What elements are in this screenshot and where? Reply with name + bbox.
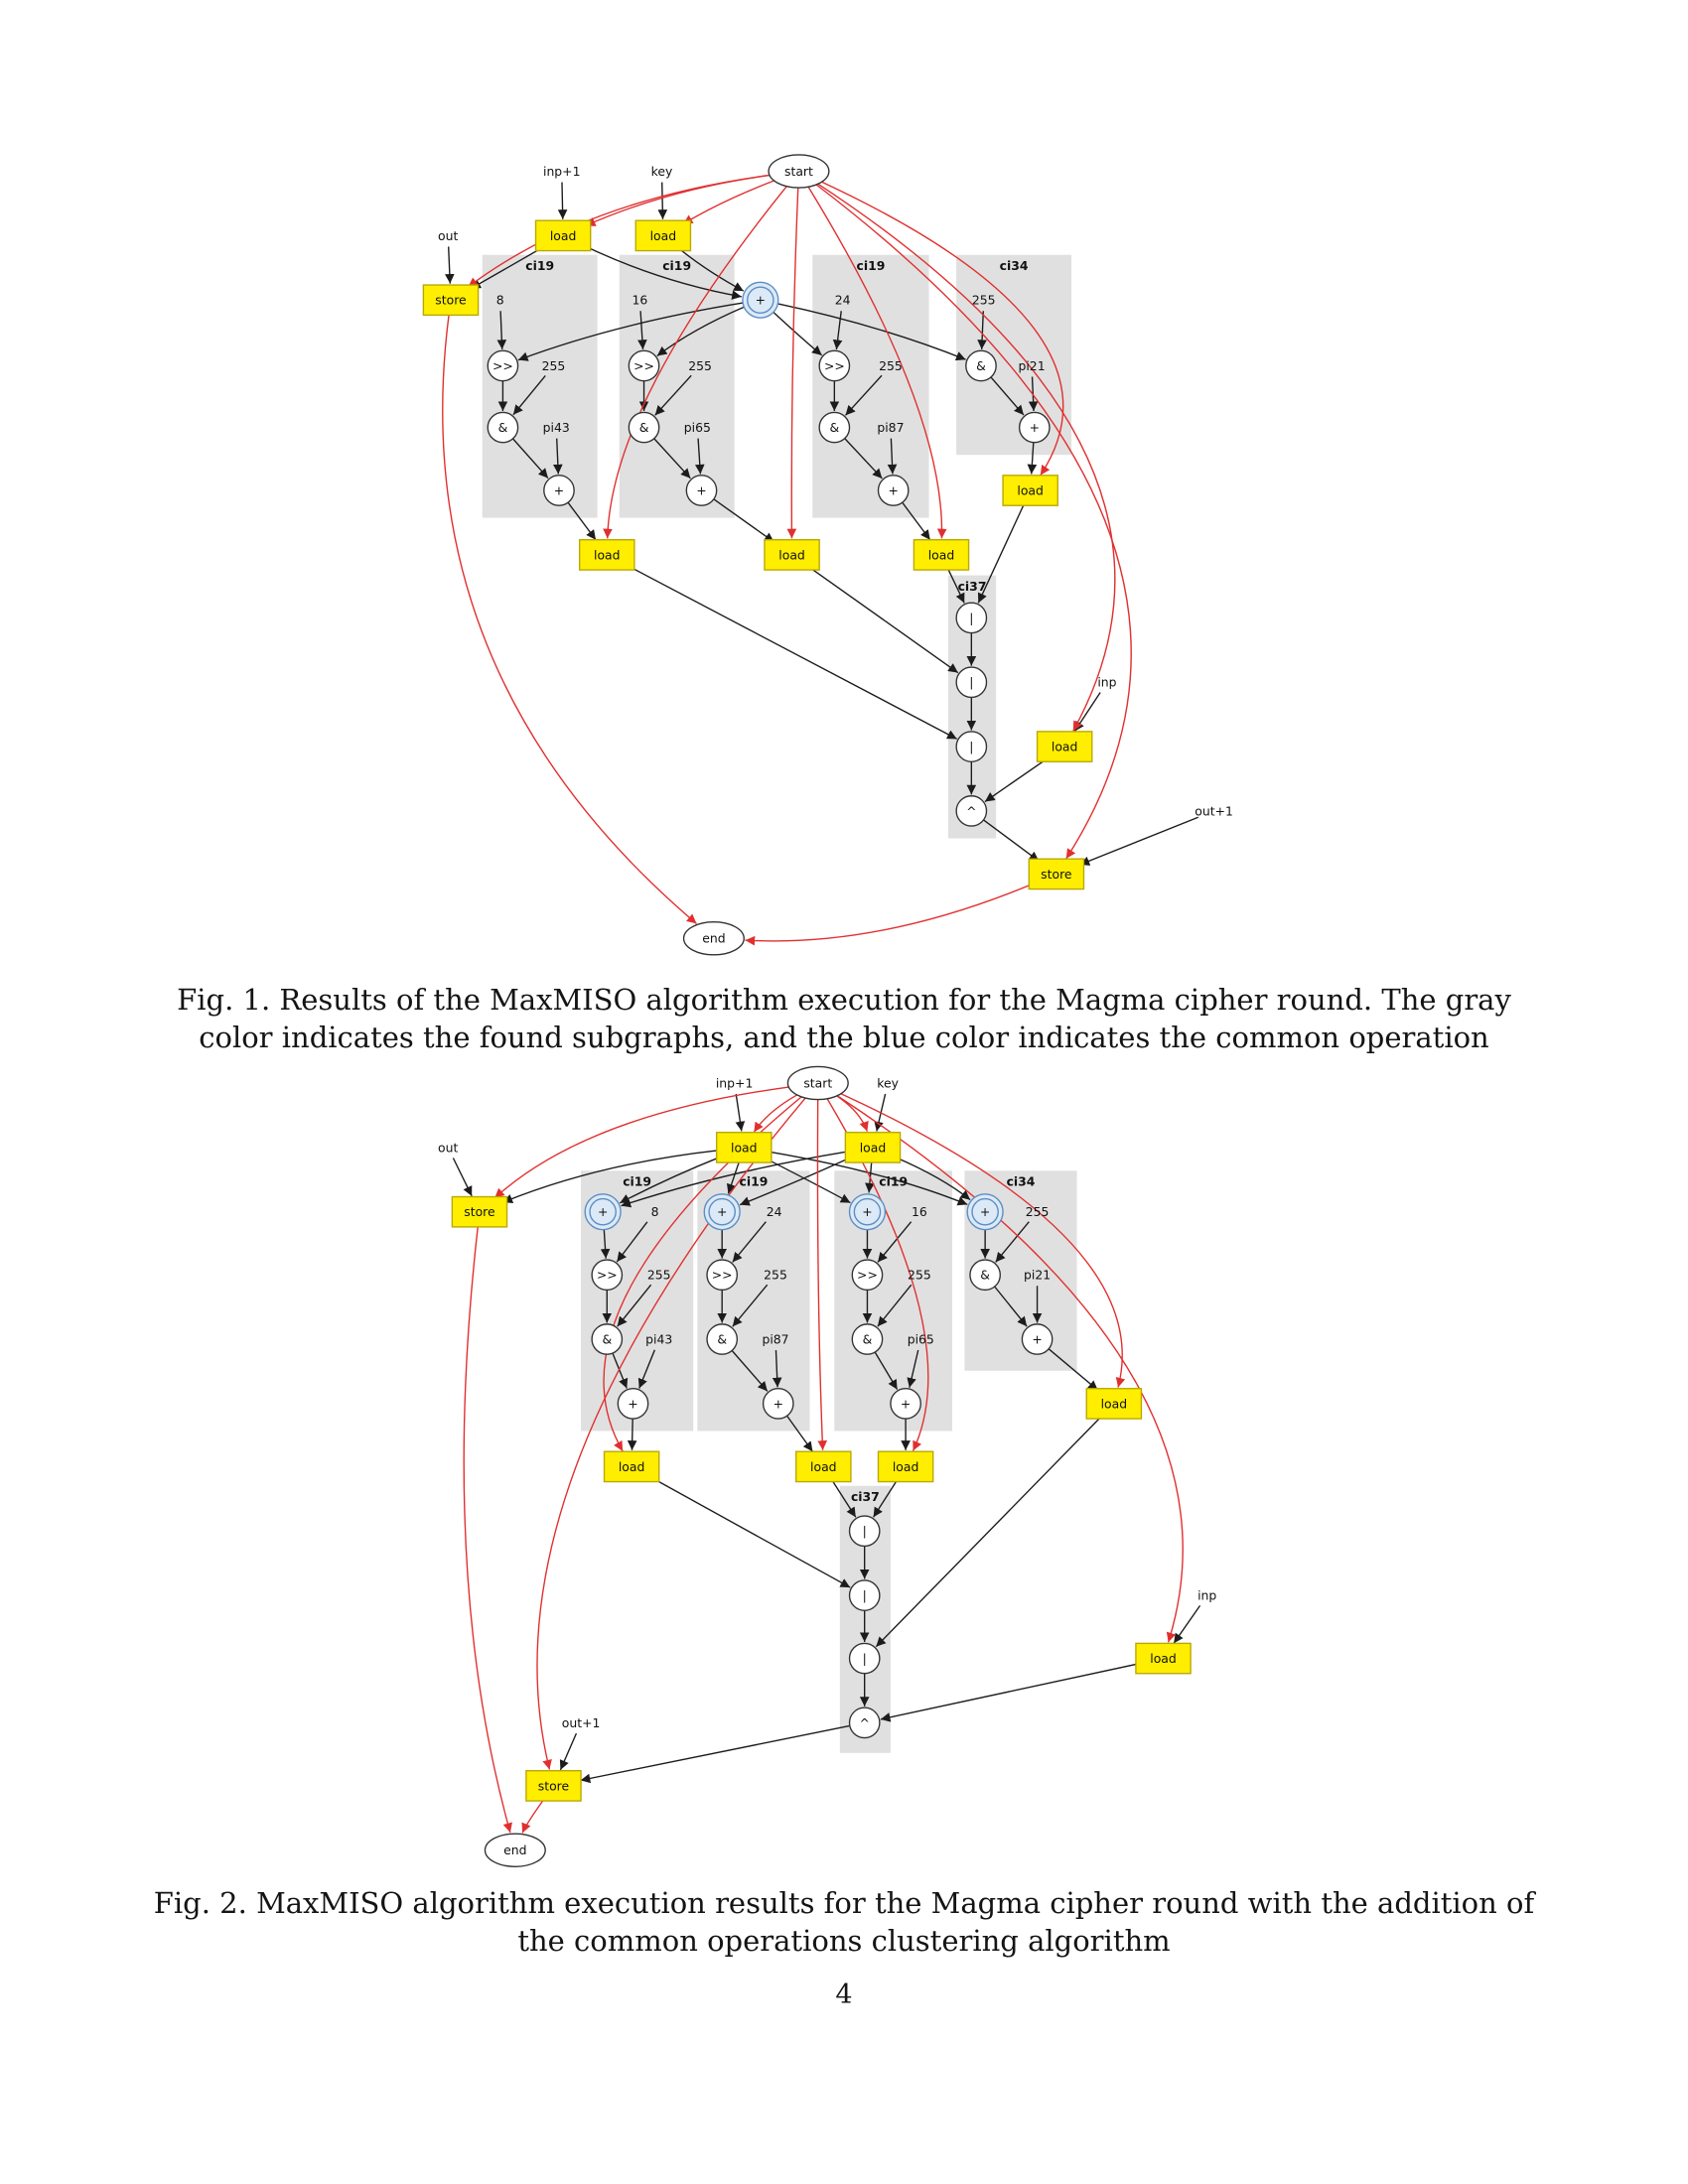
node-and1: [592, 1324, 622, 1354]
node-label: 8: [650, 1204, 659, 1220]
fig2-diagram: [0, 1054, 1688, 1876]
data-flow-edge: [978, 505, 1024, 604]
node-store-out1: [526, 1771, 581, 1801]
node-label: key: [650, 163, 673, 179]
data-flow-edge: [808, 567, 957, 673]
subgraph-label: ci37: [957, 578, 987, 594]
node-label: store: [1041, 866, 1072, 882]
node-label: load: [549, 227, 577, 243]
node-end: [485, 1834, 545, 1866]
control-flow-edge: [791, 188, 798, 538]
node-label: 255: [646, 1267, 671, 1283]
node-add4: [1020, 412, 1050, 442]
node-label: &: [717, 1331, 728, 1347]
node-or3: [850, 1643, 880, 1673]
data-flow-edge: [662, 183, 663, 219]
node-label: +: [979, 1204, 991, 1220]
node-lbl-out: [438, 228, 458, 243]
node-lbl-pi87: [762, 1331, 788, 1346]
node-lbl-255-2: [688, 358, 712, 373]
node-lbl-8: [651, 1204, 659, 1219]
node-label: +: [755, 292, 767, 308]
node-label: load: [810, 1458, 837, 1474]
data-flow-edge: [449, 246, 451, 283]
node-add4: [1022, 1324, 1052, 1354]
control-flow-edge: [464, 1227, 510, 1833]
node-label: pi87: [877, 419, 905, 435]
node-store-out: [452, 1197, 506, 1227]
node-label: store: [435, 292, 467, 308]
node-label: load: [859, 1140, 887, 1156]
node-lbl-pi87: [877, 420, 904, 435]
node-label: pi21: [1024, 1267, 1052, 1283]
node-lbl-out: [438, 1140, 458, 1155]
node-lbl-key: [651, 164, 673, 179]
node-lbl-pi65: [684, 420, 711, 435]
node-or1: [850, 1516, 880, 1546]
node-lbl-pi21: [1024, 1268, 1051, 1283]
node-lbl-255-4: [1026, 1204, 1050, 1219]
subgraph-box: [812, 255, 928, 518]
data-flow-edge: [560, 1733, 576, 1770]
node-xor: [850, 1707, 880, 1737]
subgraph-label: ci19: [662, 257, 692, 273]
node-add1: [544, 476, 574, 505]
data-flow-edge: [627, 565, 956, 739]
node-label: &: [638, 419, 649, 435]
node-label: out+1: [561, 1714, 601, 1730]
control-flow-edge: [745, 884, 1034, 941]
node-label: load: [1100, 1396, 1128, 1412]
node-or1: [956, 603, 986, 632]
node-label: 255: [541, 357, 566, 373]
node-lbl-255-1: [542, 358, 566, 373]
data-flow-edge: [453, 1159, 472, 1196]
node-lbl-out1: [1195, 803, 1233, 818]
subgraph-label: ci19: [623, 1173, 652, 1189]
data-flow-edge: [562, 183, 563, 219]
node-label: +: [628, 1396, 638, 1412]
node-label: &: [976, 357, 986, 373]
node-store-out1: [1029, 859, 1083, 888]
node-common: [743, 282, 778, 318]
node-lbl-24: [767, 1204, 782, 1219]
node-label: end: [702, 930, 726, 946]
node-label: >>: [633, 357, 654, 373]
node-label: 255: [908, 1267, 931, 1283]
node-label: inp: [1197, 1587, 1217, 1603]
node-label: ^: [966, 803, 977, 819]
subgraph-label: ci19: [879, 1173, 909, 1189]
node-label: 255: [688, 357, 712, 373]
node-shr3: [852, 1260, 882, 1290]
node-label: start: [784, 163, 813, 179]
node-load-key: [845, 1133, 900, 1162]
node-lbl-255-3: [908, 1268, 931, 1283]
node-label: 24: [766, 1204, 782, 1220]
node-load-pi21: [1003, 476, 1057, 505]
node-xor: [956, 796, 986, 826]
node-label: >>: [492, 357, 513, 373]
node-and2: [707, 1324, 737, 1354]
node-load-key: [635, 220, 690, 250]
node-label: +: [773, 1396, 783, 1412]
node-label: |: [862, 1650, 867, 1666]
data-flow-edge: [1174, 1605, 1199, 1643]
fig1-caption-line2: color indicates the found subgraphs, and the blue color indicates the common operation: [199, 1021, 1489, 1054]
node-lbl-255-1: [647, 1268, 671, 1283]
node-label: >>: [857, 1267, 878, 1283]
node-common2: [704, 1194, 740, 1230]
node-label: 255: [971, 292, 996, 308]
subgraph-label: ci34: [1006, 1173, 1036, 1189]
data-flow-edge: [984, 820, 1040, 861]
node-label: pi21: [1018, 357, 1046, 373]
subgraph-label: ci34: [999, 257, 1029, 273]
subgraph-label: ci19: [856, 257, 886, 273]
node-label: +: [862, 1204, 873, 1220]
node-label: end: [503, 1843, 527, 1858]
node-shr2: [707, 1260, 737, 1290]
node-label: pi43: [645, 1331, 673, 1347]
node-shr1: [592, 1260, 622, 1290]
node-label: pi43: [542, 419, 570, 435]
subgraph-label: ci37: [850, 1488, 880, 1504]
node-label: inp: [1097, 674, 1117, 690]
node-load-pi21: [1086, 1389, 1141, 1419]
node-lbl-255-3: [879, 358, 903, 373]
node-common3: [850, 1194, 886, 1230]
control-flow-edge: [837, 1096, 868, 1132]
node-label: +: [1029, 419, 1041, 435]
node-and2: [629, 412, 658, 442]
node-lbl-out1: [562, 1715, 601, 1730]
node-lbl-16: [633, 293, 648, 308]
node-label: load: [892, 1458, 919, 1474]
node-load-pi87: [914, 540, 968, 570]
node-shr3: [819, 350, 849, 380]
node-lbl-inp1: [716, 1075, 753, 1090]
node-label: ^: [859, 1714, 870, 1730]
node-and1: [488, 412, 517, 442]
node-label: out: [438, 1140, 459, 1156]
node-and4: [970, 1260, 1000, 1290]
node-load-inp1: [717, 1133, 772, 1162]
node-label: 8: [495, 292, 504, 308]
node-label: >>: [711, 1267, 733, 1283]
node-lbl-8: [496, 293, 504, 308]
node-load-pi65: [878, 1451, 932, 1481]
node-label: inp+1: [715, 1075, 754, 1091]
node-add2: [764, 1389, 793, 1419]
node-label: &: [497, 419, 508, 435]
node-common4: [967, 1194, 1003, 1230]
data-flow-edge: [1074, 693, 1100, 732]
node-label: out: [438, 227, 459, 243]
subgraph-label: ci19: [525, 257, 555, 273]
node-label: pi87: [762, 1331, 789, 1347]
node-label: &: [602, 1331, 613, 1347]
node-label: 16: [632, 292, 648, 308]
node-label: 16: [911, 1204, 927, 1220]
node-label: +: [900, 1396, 912, 1412]
node-label: load: [778, 547, 805, 563]
node-lbl-pi21: [1018, 358, 1045, 373]
node-label: &: [980, 1267, 990, 1283]
node-label: 24: [834, 292, 851, 308]
data-flow-edge: [714, 499, 774, 542]
node-label: |: [969, 739, 974, 754]
node-load-pi43: [580, 540, 634, 570]
data-flow-edge: [1079, 817, 1197, 865]
node-label: |: [969, 674, 974, 690]
fig2-caption: [0, 1884, 1688, 1960]
node-label: >>: [596, 1267, 618, 1283]
node-start: [787, 1066, 848, 1099]
node-shr2: [629, 350, 658, 380]
node-load-inp: [1136, 1643, 1191, 1673]
node-label: +: [716, 1204, 728, 1220]
node-label: >>: [823, 357, 845, 373]
node-label: load: [731, 1140, 758, 1156]
control-flow-edge: [586, 176, 770, 226]
data-flow-edge: [881, 1664, 1138, 1719]
node-lbl-key: [877, 1075, 899, 1090]
node-or2: [956, 667, 986, 697]
data-flow-edge: [651, 1477, 851, 1587]
data-flow-edge: [632, 1419, 633, 1450]
data-flow-edge: [736, 1094, 742, 1131]
node-lbl-inp: [1197, 1588, 1216, 1603]
node-store-out: [423, 285, 478, 315]
subgraph-label: ci19: [739, 1173, 769, 1189]
node-end: [684, 922, 745, 955]
node-and4: [966, 350, 996, 380]
node-label: &: [829, 419, 840, 435]
node-label: inp+1: [543, 163, 581, 179]
node-lbl-pi65: [908, 1331, 934, 1346]
node-lbl-24: [835, 293, 851, 308]
node-label: 255: [764, 1267, 787, 1283]
node-label: |: [862, 1523, 867, 1539]
node-label: +: [888, 482, 899, 498]
subgraph-ci19: [812, 255, 928, 518]
node-label: |: [862, 1587, 867, 1603]
node-label: +: [1032, 1331, 1043, 1347]
node-lbl-pi43: [645, 1331, 672, 1346]
node-label: store: [464, 1204, 495, 1220]
node-and3: [852, 1324, 882, 1354]
node-label: store: [537, 1778, 570, 1794]
node-label: load: [618, 1458, 645, 1474]
node-add2: [686, 476, 716, 505]
fig2-caption-line2: the common operations clustering algorithm: [517, 1924, 1171, 1958]
control-flow-edge: [522, 1800, 543, 1833]
fig1-diagram: [0, 0, 1688, 959]
node-load-pi87: [796, 1451, 851, 1481]
control-flow-edge: [754, 1095, 796, 1132]
node-add3: [891, 1389, 920, 1419]
node-label: load: [649, 227, 677, 243]
node-label: &: [862, 1331, 873, 1347]
node-start: [769, 155, 829, 188]
fig1-caption: [0, 981, 1688, 1056]
node-add1: [618, 1389, 647, 1419]
node-label: key: [877, 1075, 900, 1091]
node-label: load: [1150, 1650, 1177, 1666]
node-add3: [878, 476, 908, 505]
node-label: load: [1017, 482, 1044, 498]
node-label: +: [597, 1204, 609, 1220]
node-and3: [819, 412, 849, 442]
node-load-inp: [1038, 732, 1092, 761]
node-label: 255: [879, 357, 903, 373]
node-label: +: [553, 482, 565, 498]
node-label: |: [969, 610, 974, 625]
node-lbl-inp1: [543, 164, 580, 179]
node-label: +: [696, 482, 707, 498]
node-common1: [585, 1194, 621, 1230]
node-label: pi65: [907, 1331, 934, 1347]
node-load-pi65: [765, 540, 819, 570]
node-lbl-16: [912, 1204, 927, 1219]
page-number: 4: [835, 1979, 853, 2010]
node-label: load: [927, 547, 955, 563]
node-load-inp1: [536, 220, 591, 250]
node-label: pi65: [683, 419, 711, 435]
control-flow-edge: [817, 1100, 822, 1450]
node-label: 255: [1025, 1204, 1050, 1220]
node-or2: [850, 1580, 880, 1610]
control-flow-edge: [683, 181, 774, 224]
node-shr1: [488, 350, 517, 380]
node-lbl-pi43: [543, 420, 570, 435]
node-or3: [956, 732, 986, 761]
fig1-caption-line1: Fig. 1. Results of the MaxMISO algorithm execution for the Magma cipher round. The gray: [177, 983, 1511, 1017]
node-lbl-inp: [1097, 675, 1116, 690]
node-label: out+1: [1195, 803, 1233, 819]
node-lbl-255-4: [972, 293, 996, 308]
node-label: load: [1051, 739, 1078, 754]
node-load-pi43: [605, 1451, 659, 1481]
node-lbl-255-2: [764, 1268, 787, 1283]
node-label: load: [594, 547, 621, 563]
fig2-caption-line1: Fig. 2. MaxMISO algorithm execution results for the Magma cipher round with the addition of: [153, 1886, 1535, 1920]
node-label: start: [803, 1075, 833, 1091]
data-flow-edge: [581, 1725, 850, 1780]
